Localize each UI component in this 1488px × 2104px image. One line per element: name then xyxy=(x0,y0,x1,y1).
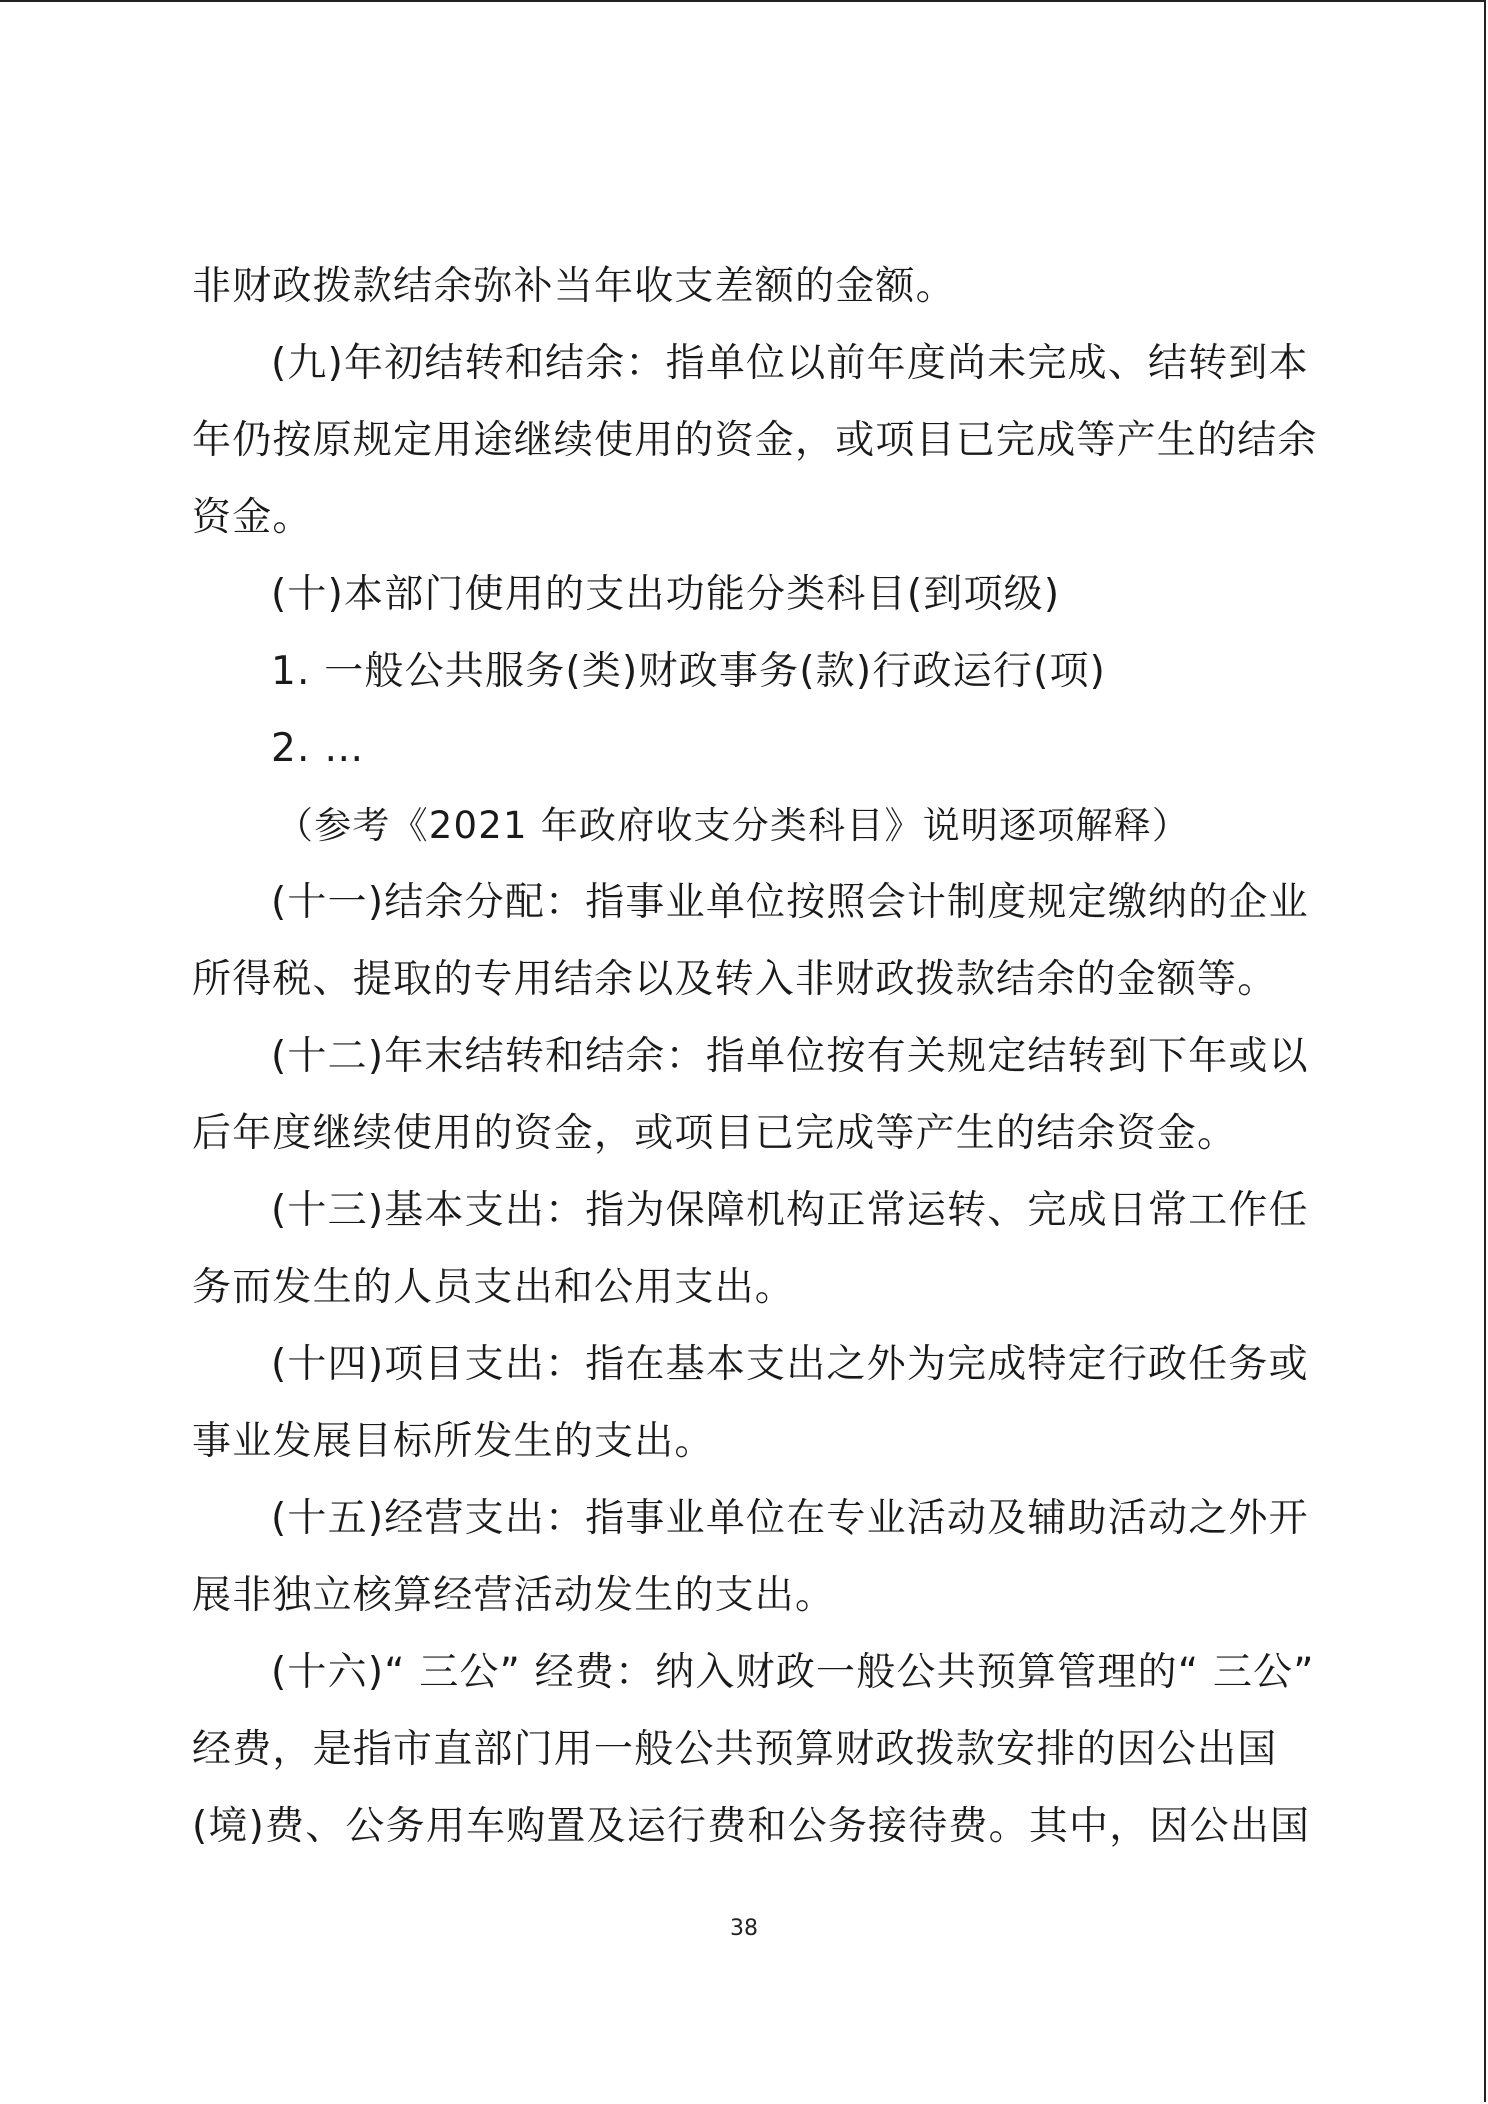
text-line: 资金。 xyxy=(192,495,313,540)
text-line: 事业发展目标所发生的支出。 xyxy=(192,1419,715,1464)
section-13-heading: (十三)基本支出：指为保障机构正常运转、完成日常工作任 xyxy=(271,1188,1309,1233)
text-line: (境)费、公务用车购置及运行费和公务接待费。其中，因公出国 xyxy=(192,1804,1311,1849)
section-16-heading: (十六)“ 三公” 经费：纳入财政一般公共预算管理的“ 三公” xyxy=(271,1650,1315,1695)
text-line: 所得税、提取的专用结余以及转入非财政拨款结余的金额等。 xyxy=(192,957,1278,1002)
section-15-heading: (十五)经营支出：指事业单位在专业活动及辅助活动之外开 xyxy=(271,1496,1309,1541)
text-line: 非财政拨款结余弥补当年收支差额的金额。 xyxy=(192,264,956,309)
list-item-2: 2. … xyxy=(271,726,365,771)
section-14-heading: (十四)项目支出：指在基本支出之外为完成特定行政任务或 xyxy=(271,1342,1309,1387)
page-number: 38 xyxy=(730,1916,758,1941)
section-9-heading: (九)年初结转和结余：指单位以前年度尚未完成、结转到本 xyxy=(271,341,1309,386)
section-12-heading: (十二)年末结转和结余：指单位按有关规定结转到下年或以 xyxy=(271,1034,1309,1079)
text-line: 年仍按原规定用途继续使用的资金，或项目已完成等产生的结余 xyxy=(192,418,1318,463)
section-11-heading: (十一)结余分配：指事业单位按照会计制度规定缴纳的企业 xyxy=(271,880,1309,925)
list-item-1: 1. 一般公共服务(类)财政事务(款)行政运行(项) xyxy=(271,649,1107,694)
text-line: 后年度继续使用的资金，或项目已完成等产生的结余资金。 xyxy=(192,1111,1238,1156)
text-line: 经费，是指市直部门用一般公共预算财政拨款安排的因公出国 xyxy=(192,1727,1278,1772)
section-10-heading: (十)本部门使用的支出功能分类科目(到项级) xyxy=(271,572,1061,617)
text-line: 展非独立核算经营活动发生的支出。 xyxy=(192,1573,836,1618)
text-line: 务而发生的人员支出和公用支出。 xyxy=(192,1265,796,1310)
reference-note: （参考《2021 年政府收支分类科目》说明逐项解释） xyxy=(276,804,1191,847)
